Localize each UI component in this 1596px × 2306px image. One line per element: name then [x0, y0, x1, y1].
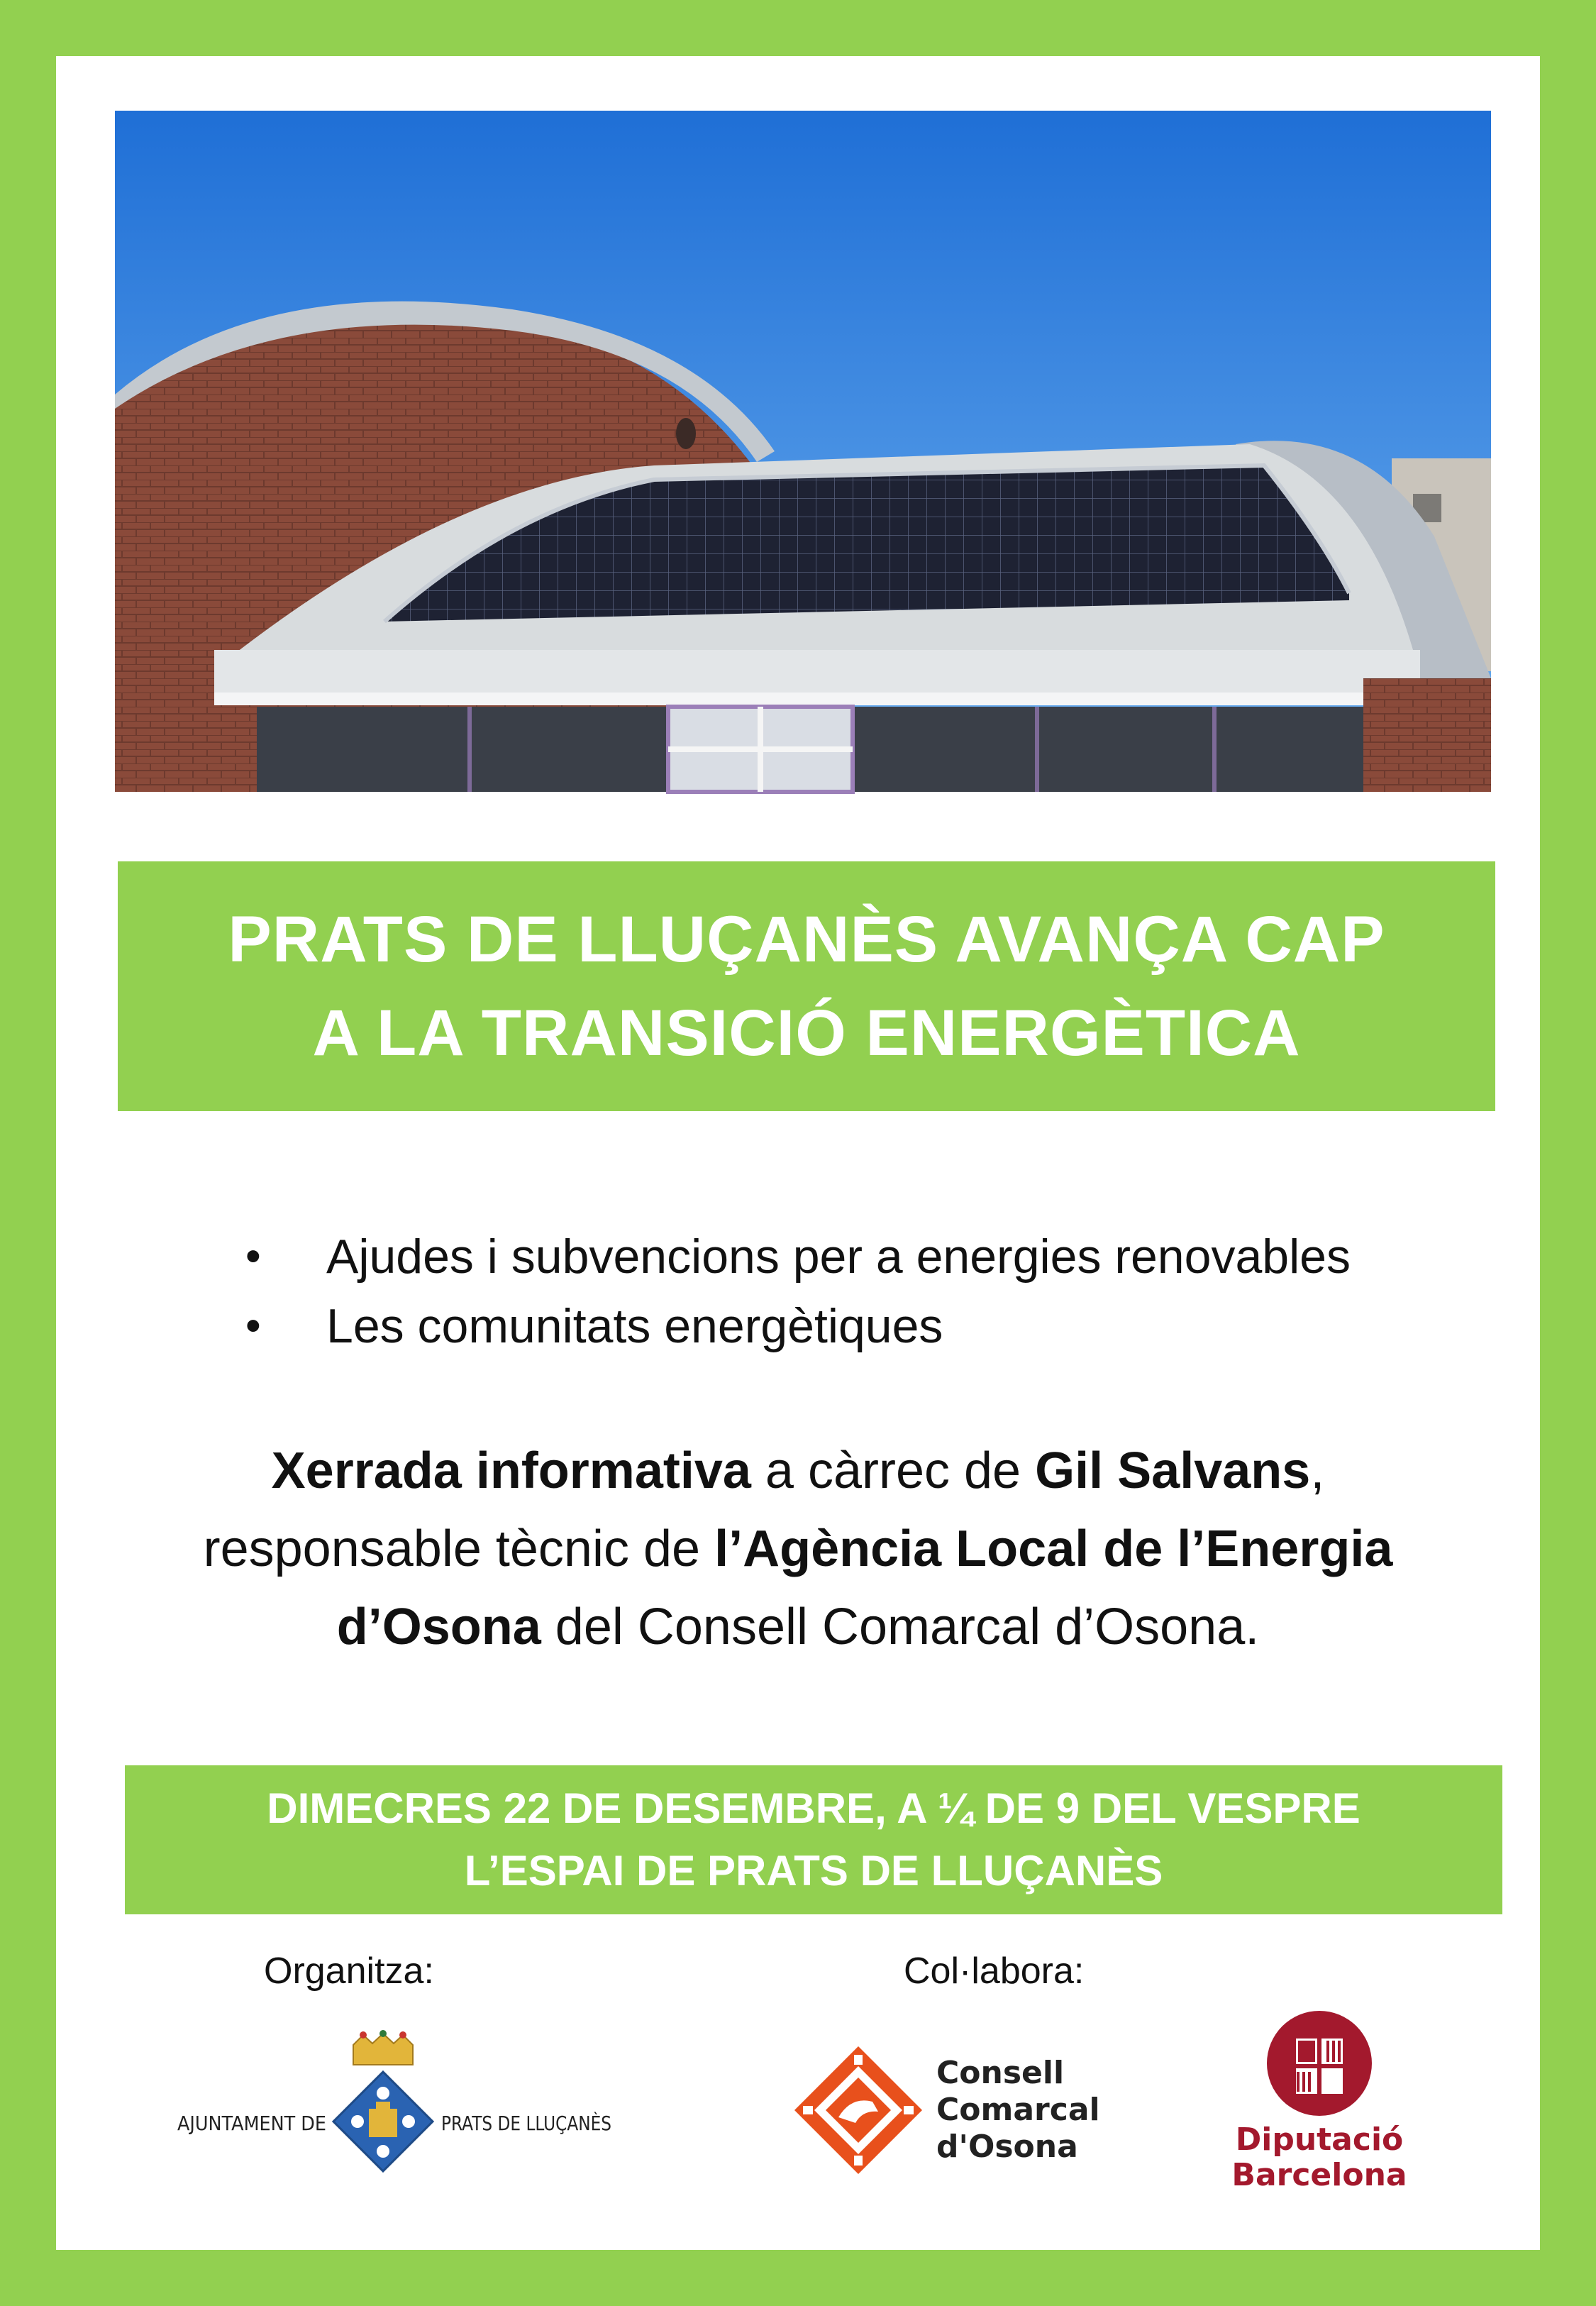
organizer-label: Organitza:: [264, 1951, 434, 1992]
talk-description: [106, 1432, 1490, 1666]
topic-text: Ajudes i subvencions per a energies renovables: [326, 1230, 1351, 1284]
consell-logo-line-2: Comarcal: [936, 2092, 1100, 2128]
consell-comarcal-logo: [794, 2046, 1121, 2174]
title-banner: [118, 861, 1495, 1111]
speaker-name: Gil Salvans: [1035, 1442, 1311, 1499]
topic-list: [241, 1222, 1518, 1361]
diputacio-barcelona-logo: [1227, 2008, 1412, 2192]
agency-name: l’Agència Local de l’Energia: [714, 1521, 1393, 1577]
bullet-icon: •: [245, 1301, 261, 1350]
diputacio-logo-line-2: Barcelona: [1231, 2157, 1407, 2193]
solar-roof-photo: [115, 111, 1491, 792]
consell-logo-line-3: d'Osona: [936, 2129, 1078, 2165]
event-banner: [125, 1765, 1502, 1914]
event-place: L’ESPAI DE PRATS DE LLUÇANÈS: [464, 1847, 1163, 1894]
consell-logo-line-1: Consell: [936, 2055, 1065, 2091]
list-item: [241, 1222, 1518, 1291]
topic-text: Les comunitats energètiques: [326, 1299, 943, 1353]
diputacio-logo-line-1: Diputació: [1235, 2122, 1404, 2158]
talk-text: responsable tècnic de: [203, 1521, 715, 1577]
title-line-1: PRATS DE LLUÇANÈS AVANÇA CAP: [228, 903, 1385, 976]
talk-text: del Consell Comarcal d’Osona.: [541, 1599, 1260, 1655]
ajuntament-logo: [177, 2029, 647, 2171]
ajuntament-logo-text-right: PRATS DE LLUÇANÈS: [441, 2112, 647, 2135]
talk-text: ,: [1310, 1442, 1325, 1499]
collaborator-label: Col·labora:: [904, 1951, 1085, 1992]
talk-text: a càrrec de: [750, 1442, 1036, 1499]
ajuntament-logo-text-left: AJUNTAMENT DE: [177, 2112, 326, 2135]
title-line-2: A LA TRANSICIÓ ENERGÈTICA: [312, 997, 1301, 1069]
bullet-icon: •: [245, 1232, 261, 1281]
event-date: DIMECRES 22 DE DESEMBRE, A ¼ DE 9 DEL VESPRE: [267, 1784, 1361, 1832]
list-item: [241, 1291, 1518, 1361]
agency-name-end: d’Osona: [336, 1599, 541, 1655]
talk-type: Xerrada informativa: [271, 1442, 751, 1499]
